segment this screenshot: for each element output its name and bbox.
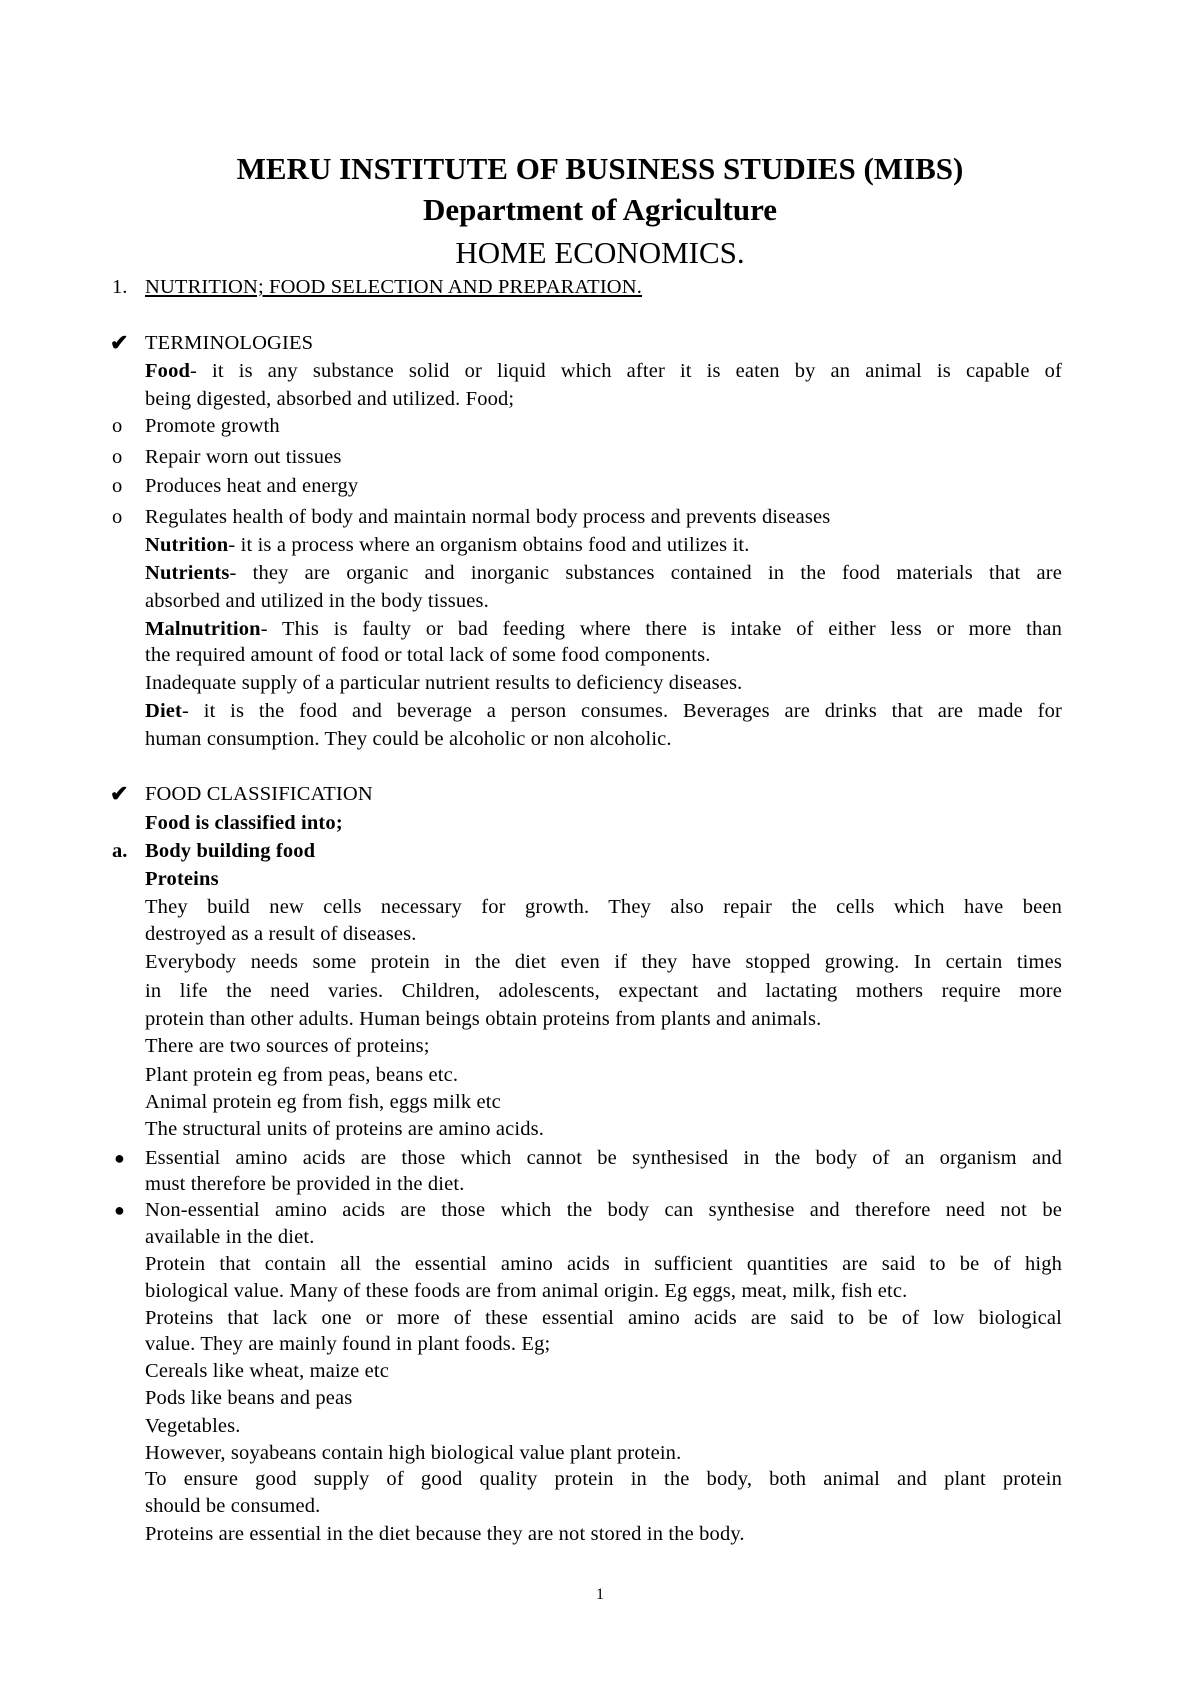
text-line: [145, 1088, 1062, 1116]
text-segment: Animal protein eg from fish, eggs milk etc: [145, 1091, 501, 1113]
text-line: [145, 1170, 1062, 1198]
text-segment: FOOD CLASSIFICATION: [145, 783, 373, 805]
subject-title: HOME ECONOMICS.: [455, 235, 745, 270]
text-line: [145, 1439, 1062, 1467]
text-segment: the required amount of food or total lack of some food components.: [145, 644, 711, 666]
text-segment: Promote growth: [145, 415, 280, 437]
text-line: [145, 1144, 1062, 1172]
text-segment: Produces heat and energy: [145, 475, 359, 497]
department-title: Department of Agriculture: [422, 192, 778, 227]
text-segment: destroyed as a result of diseases.: [145, 923, 417, 945]
text-segment: Protein that contain all the essential amino acids in sufficient quantities are said to be of high: [145, 1253, 1062, 1275]
text-line: [145, 1115, 1062, 1143]
text-line: [145, 412, 1062, 440]
text-segment: To ensure good supply of good quality protein in the body, both animal and plant protein: [145, 1468, 1062, 1490]
list-bullet-icon: o: [112, 475, 123, 497]
text-line: [145, 780, 1062, 808]
text-line: [145, 1223, 1062, 1251]
text-segment: absorbed and utilized in the body tissues.: [145, 590, 489, 612]
text-segment: - This is faulty or bad feeding where there is intake of either less or more than: [260, 618, 1062, 640]
text-line: [145, 837, 1062, 865]
page-number: 1: [596, 1586, 604, 1603]
text-line: [145, 725, 1062, 753]
text-segment: They build new cells necessary for growth. They also repair the cells which have been: [145, 896, 1062, 918]
text-line: [145, 1032, 1062, 1060]
text-line: [145, 273, 1062, 301]
text-segment: Everybody needs some protein in the diet even if they have stopped growing. In certain times: [145, 951, 1062, 973]
text-line: [145, 615, 1062, 643]
text-segment: TERMINOLOGIES: [145, 332, 314, 354]
text-line: [145, 893, 1062, 921]
text-segment: - it is any substance solid or liquid which after it is eaten by an animal is capable of: [190, 360, 1062, 382]
institute-title: MERU INSTITUTE OF BUSINESS STUDIES (MIBS): [236, 151, 964, 186]
text-segment: Pods like beans and peas: [145, 1387, 353, 1409]
bold-term: Body building food: [145, 840, 316, 862]
list-number: a.: [112, 840, 128, 862]
text-line: [145, 1357, 1062, 1385]
text-line: [145, 809, 1062, 837]
list-number: 1.: [112, 276, 128, 298]
text-segment: available in the diet.: [145, 1226, 315, 1248]
text-segment: biological value. Many of these foods are from animal origin. Eg eggs, meat, milk, fish etc.: [145, 1280, 908, 1302]
text-segment: Vegetables.: [145, 1415, 241, 1437]
text-line: [145, 1061, 1062, 1089]
text-segment: However, soyabeans contain high biological value plant protein.: [145, 1442, 682, 1464]
text-segment: Repair worn out tissues: [145, 446, 342, 468]
text-line: [145, 697, 1062, 725]
text-line: [145, 587, 1062, 615]
text-line: [145, 1465, 1062, 1493]
text-segment: should be consumed.: [145, 1495, 321, 1517]
text-segment: Inadequate supply of a particular nutrient results to deficiency diseases.: [145, 672, 743, 694]
text-segment: protein than other adults. Human beings obtain proteins from plants and animals.: [145, 1008, 822, 1030]
text-line: [145, 503, 1062, 531]
text-segment: Non-essential amino acids are those which the body can synthesise and therefore need not be: [145, 1199, 1062, 1221]
text-line: [145, 977, 1062, 1005]
bold-term: Nutrients: [145, 562, 230, 584]
bold-term: Food: [145, 360, 191, 382]
text-segment: Regulates health of body and maintain normal body process and prevents diseases: [145, 506, 831, 528]
text-segment: value. They are mainly found in plant foods. Eg;: [145, 1333, 551, 1355]
text-line: [145, 1277, 1062, 1305]
text-line: [145, 1250, 1062, 1278]
text-segment: - it is a process where an organism obtains food and utilizes it.: [228, 534, 750, 556]
bold-term: Malnutrition: [145, 618, 261, 640]
text-segment: in life the need varies. Children, adolescents, expectant and lactating mothers require more: [145, 980, 1062, 1002]
bold-term: Proteins: [145, 868, 219, 890]
bold-term: Food is classified into;: [145, 812, 343, 834]
text-line: [145, 1384, 1062, 1412]
bold-term: Diet: [145, 700, 183, 722]
text-line: [145, 472, 1062, 500]
list-bullet-icon: o: [112, 415, 123, 437]
text-line: [145, 329, 1062, 357]
text-line: [145, 443, 1062, 471]
text-line: [145, 1330, 1062, 1358]
text-line: [145, 1304, 1062, 1332]
text-segment: being digested, absorbed and utilized. Food;: [145, 388, 515, 410]
text-segment: The structural units of proteins are amino acids.: [145, 1118, 545, 1140]
text-segment: Proteins are essential in the diet because they are not stored in the body.: [145, 1523, 745, 1545]
text-line: [145, 1196, 1062, 1224]
text-line: [145, 1412, 1062, 1440]
text-line: [145, 948, 1062, 976]
text-line: [145, 1005, 1062, 1033]
text-segment: Essential amino acids are those which cannot be synthesised in the body of an organism and: [145, 1147, 1062, 1169]
text-line: [145, 1520, 1062, 1548]
text-line: [145, 641, 1062, 669]
checkmark-icon: ✔: [110, 781, 129, 806]
text-line: [145, 669, 1062, 697]
text-line: [145, 920, 1062, 948]
text-segment: Proteins that lack one or more of these essential amino acids are said to be of low biological: [145, 1307, 1062, 1329]
text-segment: must therefore be provided in the diet.: [145, 1173, 465, 1195]
bullet-icon: ●: [114, 1148, 125, 1168]
text-line: [145, 1492, 1062, 1520]
text-segment: - it is the food and beverage a person consumes. Beverages are drinks that are made for: [182, 700, 1062, 722]
text-line: [145, 385, 1062, 413]
text-segment: - they are organic and inorganic substances contained in the food materials that are: [229, 562, 1062, 584]
text-segment: human consumption. They could be alcoholic or non alcoholic.: [145, 728, 672, 750]
text-segment: Cereals like wheat, maize etc: [145, 1360, 389, 1382]
section-heading: NUTRITION; FOOD SELECTION AND PREPARATION.: [145, 276, 642, 298]
text-segment: Plant protein eg from peas, beans etc.: [145, 1064, 459, 1086]
bold-term: Nutrition: [145, 534, 229, 556]
bullet-icon: ●: [114, 1200, 125, 1220]
text-line: [145, 559, 1062, 587]
text-line: [145, 531, 1062, 559]
text-line: [145, 357, 1062, 385]
checkmark-icon: ✔: [110, 330, 129, 355]
list-bullet-icon: o: [112, 446, 123, 468]
list-bullet-icon: o: [112, 506, 123, 528]
text-segment: There are two sources of proteins;: [145, 1035, 430, 1057]
text-line: [145, 865, 1062, 893]
